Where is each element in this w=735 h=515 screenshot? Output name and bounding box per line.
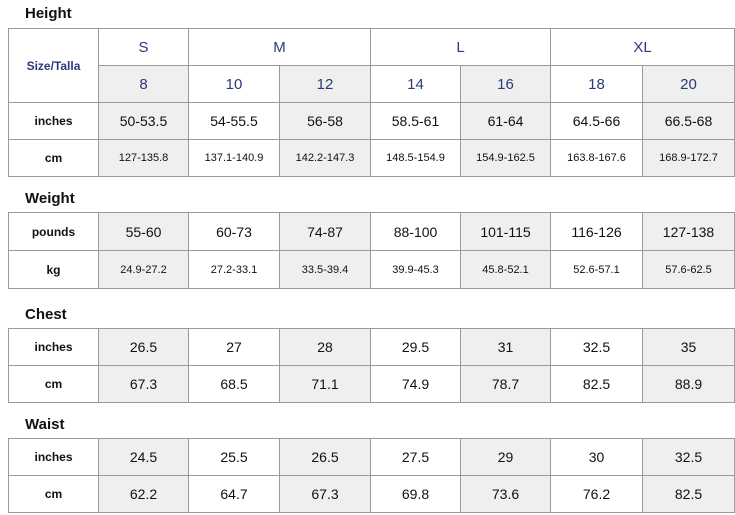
table-cell: 35	[643, 329, 735, 366]
row-label: inches	[9, 329, 99, 366]
table-cell: 27.5	[371, 439, 461, 476]
size-16: 16	[461, 66, 551, 103]
table-cell: 60-73	[189, 213, 280, 251]
table-cell: 154.9-162.5	[461, 140, 551, 177]
table-cell: 27.2-33.1	[189, 251, 280, 289]
row-label: cm	[9, 366, 99, 403]
table-row	[9, 439, 735, 476]
size-20: 20	[643, 66, 735, 103]
table-cell: 64.5-66	[551, 103, 643, 140]
row-label: inches	[9, 103, 99, 140]
table-cell: 45.8-52.1	[461, 251, 551, 289]
row-label: kg	[9, 251, 99, 289]
size-group-m: M	[189, 29, 371, 66]
table-cell: 29	[461, 439, 551, 476]
table-row	[9, 251, 735, 289]
size-group-l: L	[371, 29, 551, 66]
height-table	[8, 28, 735, 177]
table-cell: 69.8	[371, 476, 461, 513]
table-cell: 26.5	[280, 439, 371, 476]
table-cell: 32.5	[551, 329, 643, 366]
table-row	[9, 366, 735, 403]
table-cell: 66.5-68	[643, 103, 735, 140]
row-label: inches	[9, 439, 99, 476]
table-cell: 31	[461, 329, 551, 366]
table-cell: 78.7	[461, 366, 551, 403]
table-cell: 68.5	[189, 366, 280, 403]
table-cell: 58.5-61	[371, 103, 461, 140]
table-cell: 50-53.5	[99, 103, 189, 140]
weight-title: Weight	[25, 190, 75, 207]
size-8: 8	[99, 66, 189, 103]
table-cell: 168.9-172.7	[643, 140, 735, 177]
table-cell: 29.5	[371, 329, 461, 366]
height-title: Height	[25, 5, 72, 22]
table-cell: 62.2	[99, 476, 189, 513]
size-10: 10	[189, 66, 280, 103]
table-cell: 61-64	[461, 103, 551, 140]
table-cell: 142.2-147.3	[280, 140, 371, 177]
row-label: pounds	[9, 213, 99, 251]
size-18: 18	[551, 66, 643, 103]
table-cell: 67.3	[280, 476, 371, 513]
table-row	[9, 103, 735, 140]
table-cell: 88.9	[643, 366, 735, 403]
row-label: cm	[9, 476, 99, 513]
table-cell: 82.5	[643, 476, 735, 513]
table-cell: 32.5	[643, 439, 735, 476]
waist-table	[8, 438, 735, 513]
table-cell: 67.3	[99, 366, 189, 403]
table-cell: 127-138	[643, 213, 735, 251]
table-cell: 24.9-27.2	[99, 251, 189, 289]
table-cell: 101-115	[461, 213, 551, 251]
size-group-xl: XL	[551, 29, 735, 66]
table-cell: 26.5	[99, 329, 189, 366]
table-cell: 71.1	[280, 366, 371, 403]
size-14: 14	[371, 66, 461, 103]
table-cell: 88-100	[371, 213, 461, 251]
table-cell: 57.6-62.5	[643, 251, 735, 289]
table-cell: 73.6	[461, 476, 551, 513]
table-cell: 55-60	[99, 213, 189, 251]
table-cell: 30	[551, 439, 643, 476]
table-cell: 27	[189, 329, 280, 366]
table-cell: 28	[280, 329, 371, 366]
table-cell: 127-135.8	[99, 140, 189, 177]
size-label: Size/Talla	[9, 29, 99, 103]
table-cell: 148.5-154.9	[371, 140, 461, 177]
table-row	[9, 476, 735, 513]
table-row	[9, 329, 735, 366]
table-cell: 52.6-57.1	[551, 251, 643, 289]
table-row	[9, 213, 735, 251]
table-cell: 39.9-45.3	[371, 251, 461, 289]
table-cell: 25.5	[189, 439, 280, 476]
size-12: 12	[280, 66, 371, 103]
table-cell: 56-58	[280, 103, 371, 140]
row-label: cm	[9, 140, 99, 177]
table-cell: 163.8-167.6	[551, 140, 643, 177]
table-cell: 24.5	[99, 439, 189, 476]
weight-table	[8, 212, 735, 289]
table-cell: 82.5	[551, 366, 643, 403]
table-row	[9, 140, 735, 177]
waist-title: Waist	[25, 416, 65, 433]
table-cell: 74-87	[280, 213, 371, 251]
table-cell: 76.2	[551, 476, 643, 513]
table-cell: 137.1-140.9	[189, 140, 280, 177]
size-group-s: S	[99, 29, 189, 66]
chest-title: Chest	[25, 306, 67, 323]
table-cell: 33.5-39.4	[280, 251, 371, 289]
chest-table	[8, 328, 735, 403]
table-cell: 54-55.5	[189, 103, 280, 140]
table-cell: 64.7	[189, 476, 280, 513]
table-cell: 74.9	[371, 366, 461, 403]
table-cell: 116-126	[551, 213, 643, 251]
